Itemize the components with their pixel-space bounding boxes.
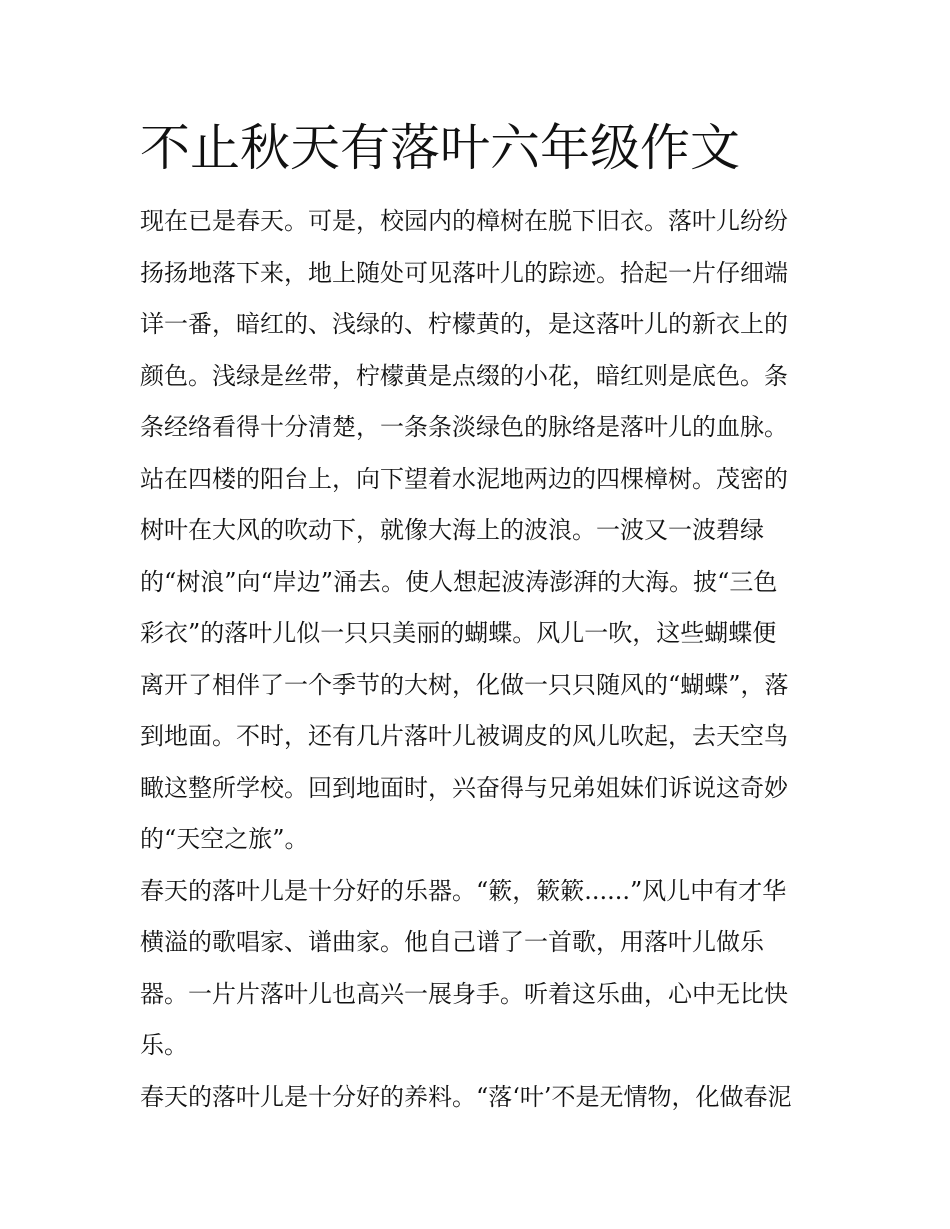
text-line-content: 器。一片片落叶儿也高兴一展身手。听着这乐曲，心中无比快 <box>140 979 788 1008</box>
text-line <box>140 763 820 815</box>
text-line <box>140 1020 820 1072</box>
text-line <box>140 196 820 248</box>
text-line-content: 春天的落叶儿是十分好的乐器。“簌，簌簌......”风儿中有才华 <box>140 876 787 905</box>
text-line-content: 彩衣”的落叶儿似一只只美丽的蝴蝶。风儿一吹，这些蝴蝶便 <box>140 619 777 647</box>
text-line <box>140 814 820 866</box>
text-line <box>140 969 820 1021</box>
text-line <box>140 1072 820 1124</box>
text-line <box>140 454 820 506</box>
text-line <box>140 505 820 557</box>
text-line-content: 离开了相伴了一个季节的大树，化做一只只随风的“蝴蝶”，落 <box>140 670 789 699</box>
text-line <box>140 557 820 609</box>
essay-body <box>140 196 820 1123</box>
text-line-content: 瞰这整所学校。回到地面时，兴奋得与兄弟姐妹们诉说这奇妙 <box>140 773 788 802</box>
text-line-content: 树叶在大风的吹动下，就像大海上的波浪。一波又一波碧绿 <box>140 516 764 544</box>
text-line-content: 的“树浪”向“岸边”涌去。使人想起波涛澎湃的大海。披“三色 <box>140 567 778 596</box>
text-line <box>140 299 820 351</box>
text-line-content: 颜色。浅绿是丝带，柠檬黄是点缀的小花，暗红则是底色。条 <box>140 361 788 390</box>
text-line <box>140 608 820 660</box>
text-line <box>140 660 820 712</box>
text-line-content: 详一番，暗红的、浅绿的、柠檬黄的，是这落叶儿的新衣上的 <box>140 310 788 338</box>
text-line-content: 扬扬地落下来，地上随处可见落叶儿的踪迹。拾起一片仔细端 <box>140 258 788 287</box>
page-title: 不止秋天有落叶六年级作文 <box>140 119 740 177</box>
text-line-content: 站在四楼的阳台上，向下望着水泥地两边的四棵樟树。茂密的 <box>140 464 788 493</box>
text-line-content: 横溢的歌唱家、谱曲家。他自己谱了一首歌，用落叶儿做乐 <box>140 928 764 956</box>
text-line-content: 条经络看得十分清楚，一条条淡绿色的脉络是落叶儿的血脉。 <box>140 413 788 441</box>
text-line-content: 现在已是春天。可是，校园内的樟树在脱下旧衣。落叶儿纷纷 <box>140 207 788 235</box>
text-line <box>140 711 820 763</box>
text-line <box>140 248 820 300</box>
text-line-content: 的“天空之旅”。 <box>140 825 309 853</box>
text-line <box>140 402 820 454</box>
text-line-content: 到地面。不时，还有几片落叶儿被调皮的风儿吹起，去天空鸟 <box>140 722 788 750</box>
text-line <box>140 351 820 403</box>
text-line <box>140 917 820 969</box>
text-line-content: 乐。 <box>140 1031 188 1059</box>
text-line-content: 春天的落叶儿是十分好的养料。“落‘叶’不是无情物，化做春泥 <box>140 1082 792 1111</box>
text-line <box>140 866 820 918</box>
